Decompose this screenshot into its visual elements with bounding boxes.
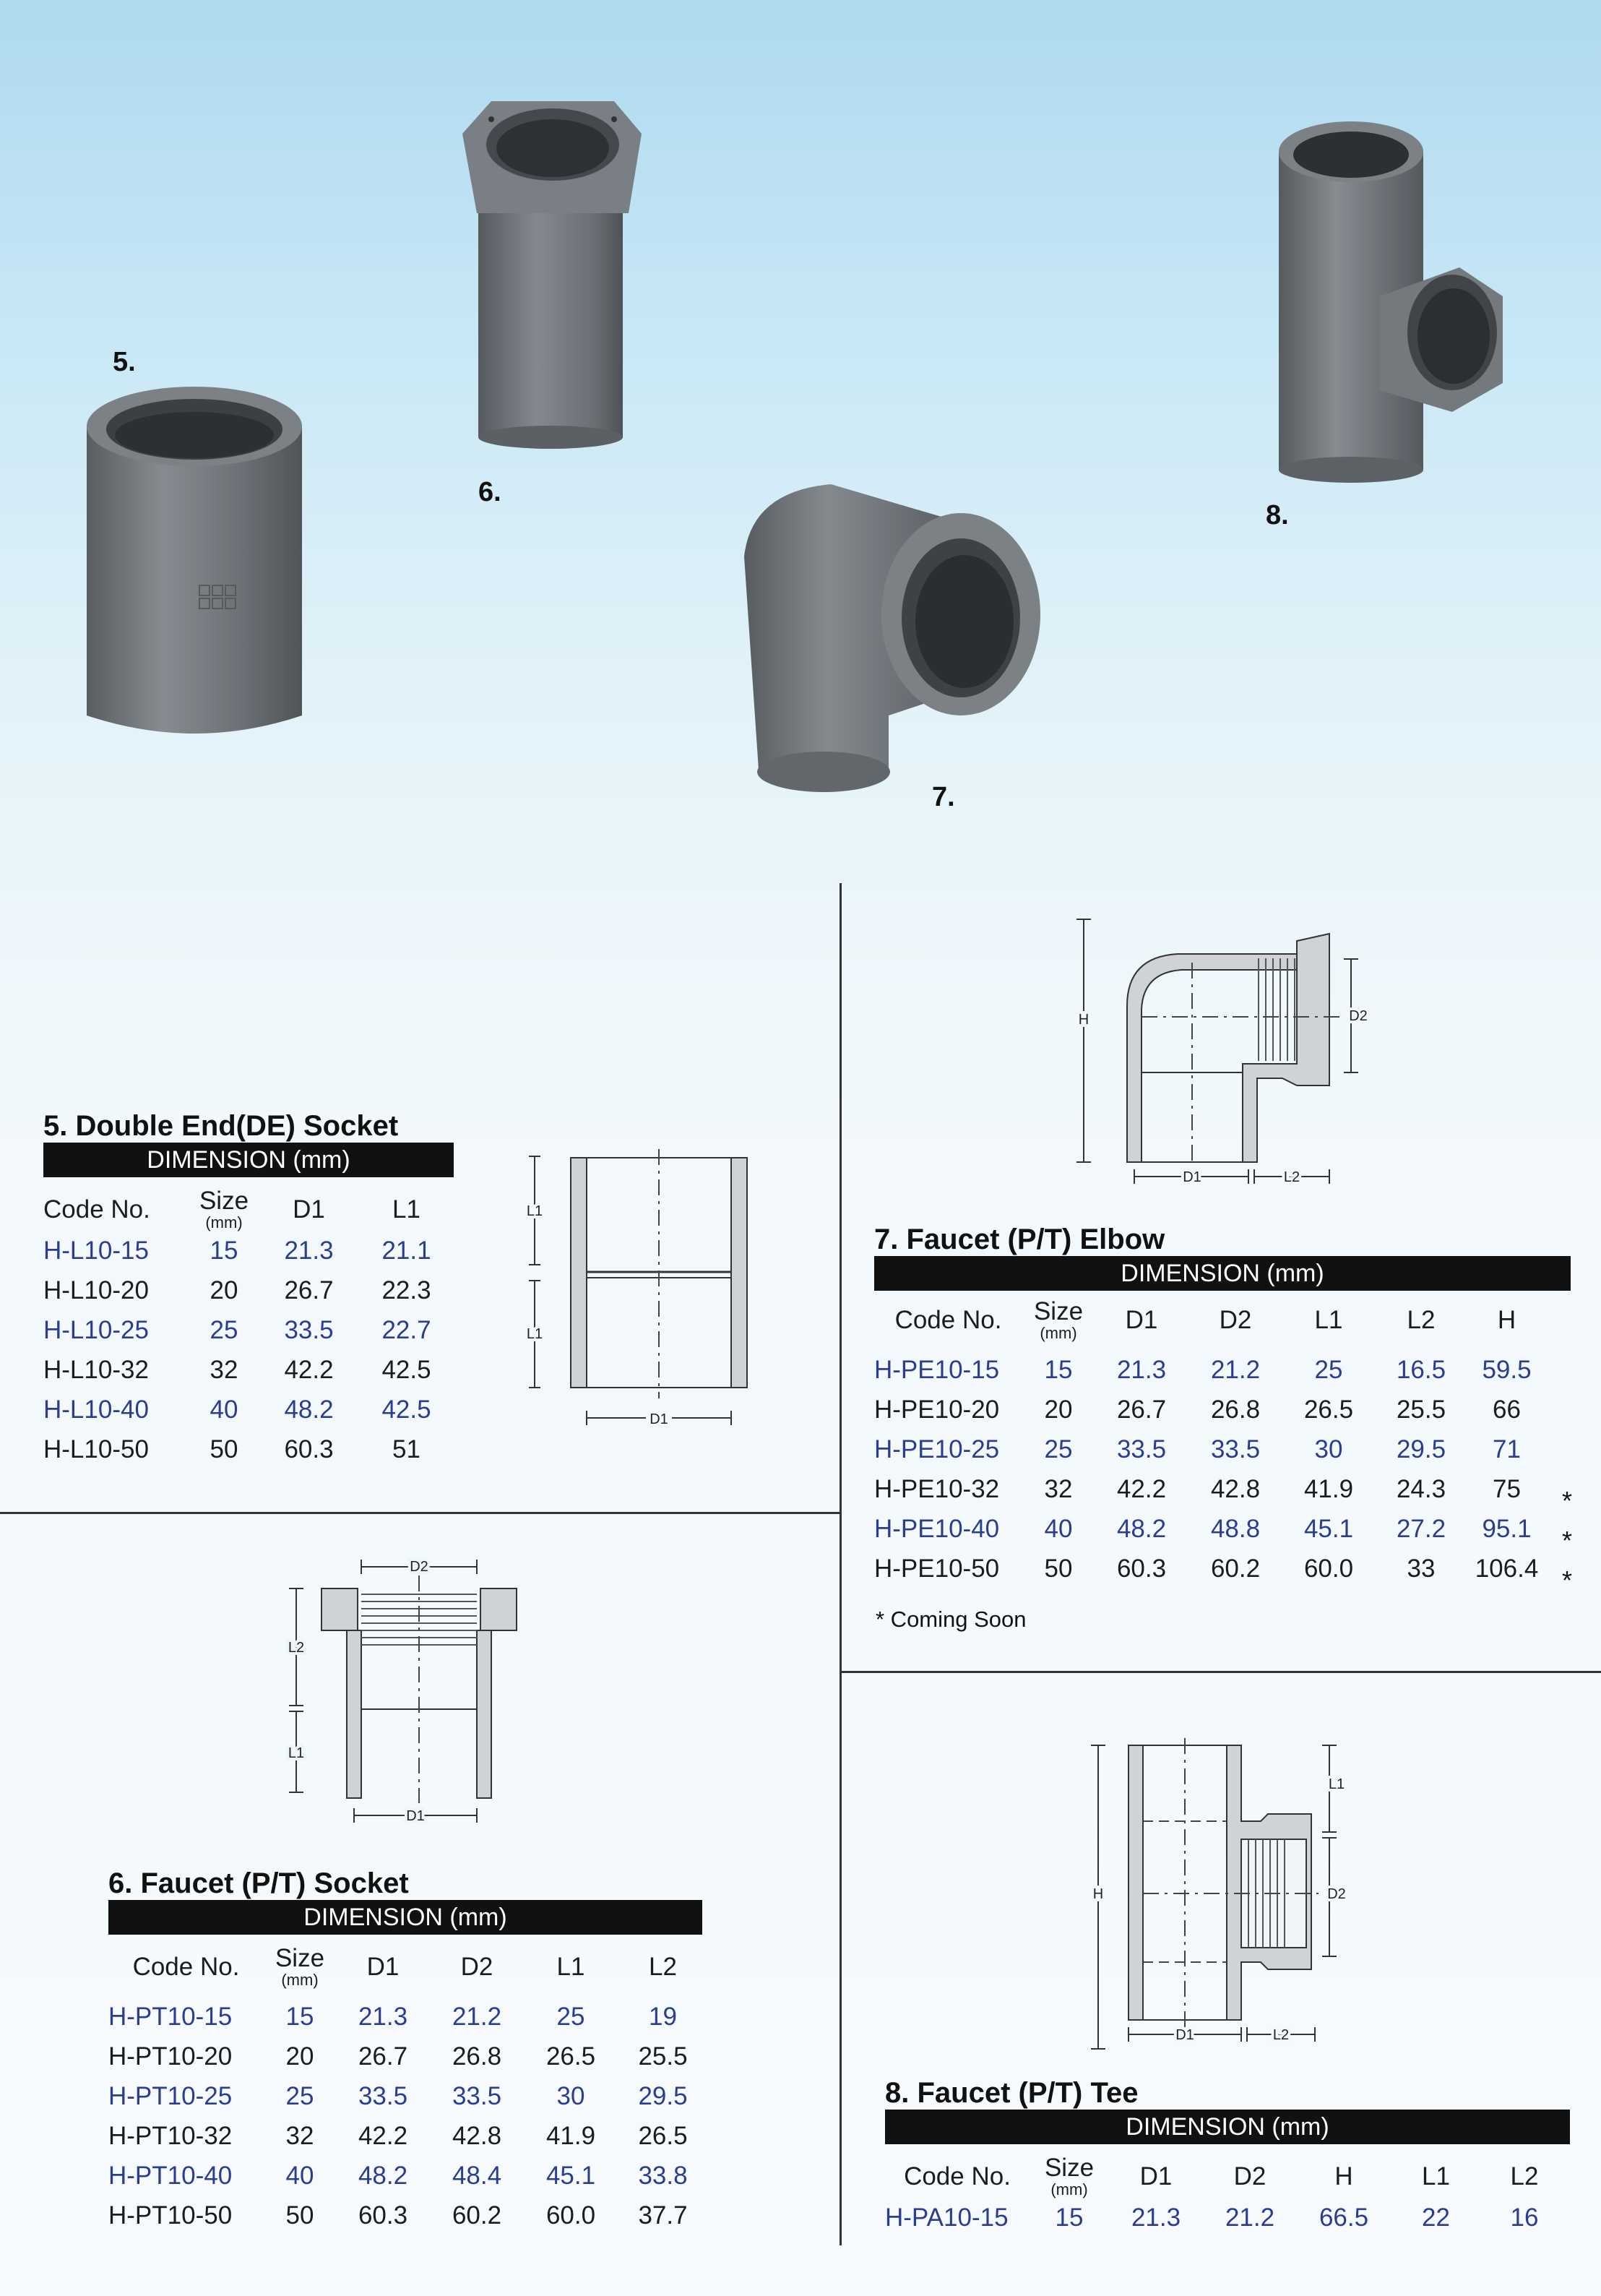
table-row — [874, 1469, 1546, 1509]
cell-size: 50 — [210, 1435, 238, 1463]
product-7-title: 7. Faucet (P/T) Elbow — [874, 1224, 1165, 1255]
cell-size: 15 — [1055, 2203, 1084, 2232]
cell-l1: 41.9 — [1303, 1474, 1354, 1503]
table-row — [43, 1231, 455, 1270]
product-6-spec — [108, 1867, 708, 2235]
cell-l1: 26.5 — [1303, 1395, 1354, 1424]
photo-label-7: 7. — [932, 782, 955, 812]
cell-code: H-PT10-15 — [108, 2002, 233, 2031]
product-7-dimension-header: DIMENSION (mm) — [874, 1256, 1571, 1291]
table-row — [108, 2196, 708, 2235]
table-row — [874, 1390, 1546, 1429]
table-row — [108, 2076, 708, 2116]
diagram6-d2: D2 — [410, 1559, 428, 1575]
cell-size: 50 — [1044, 1554, 1073, 1583]
table-row — [43, 1350, 455, 1390]
table-row — [885, 2198, 1568, 2237]
product-6-photo — [448, 90, 657, 452]
table-row — [874, 1429, 1546, 1469]
cell-d1: 26.7 — [1116, 1395, 1167, 1424]
cell-l1: 42.5 — [381, 1355, 431, 1384]
cell-h: 66.5 — [1319, 2203, 1369, 2232]
product-7-diagram — [1062, 912, 1380, 1194]
cell-l1: 22.3 — [381, 1276, 431, 1304]
diagram5-d1: D1 — [650, 1411, 668, 1427]
diagram7-l2: L2 — [1283, 1169, 1300, 1185]
cell-d1: 21.3 — [1116, 1355, 1167, 1384]
cell-l2: 25.5 — [1396, 1395, 1446, 1424]
product-5-photo — [72, 376, 318, 766]
header-l1: L1 — [1422, 2162, 1450, 2190]
cell-d1: 21.3 — [284, 1236, 334, 1265]
cell-code: H-PE10-25 — [874, 1435, 1000, 1463]
diagram7-h: H — [1078, 1012, 1089, 1028]
photo-label-6: 6. — [478, 477, 501, 507]
product-7-photo — [722, 477, 1048, 795]
divider-left-horizontal — [0, 1512, 840, 1514]
table-spacer — [108, 1988, 708, 1997]
cell-d2: 48.4 — [452, 2161, 502, 2190]
cell-size: 25 — [210, 1315, 238, 1344]
cell-size: 32 — [1044, 1474, 1073, 1503]
cell-l1: 42.5 — [381, 1395, 431, 1424]
cell-l1: 51 — [392, 1435, 420, 1463]
table-row — [874, 1549, 1546, 1588]
header-d1: D1 — [293, 1195, 325, 1224]
cell-d2: 42.8 — [452, 2121, 502, 2150]
cell-code: H-PE10-20 — [874, 1395, 1000, 1424]
diagram8-l1: L1 — [1328, 1776, 1345, 1792]
photo-label-8: 8. — [1266, 500, 1289, 530]
cell-d1: 42.2 — [358, 2121, 408, 2150]
cell-d2: 26.8 — [452, 2042, 502, 2071]
cell-l2: 26.5 — [638, 2121, 688, 2150]
header-code: Code No. — [132, 1953, 240, 1981]
product-5-spec — [43, 1109, 455, 1469]
cell-code: H-PT10-20 — [108, 2042, 233, 2071]
cell-code: H-L10-32 — [43, 1355, 149, 1384]
product-7-spec — [874, 1223, 1575, 1588]
table-header-row — [43, 1187, 455, 1231]
cell-d2: 60.2 — [1210, 1554, 1261, 1583]
cell-code: H-L10-15 — [43, 1236, 149, 1265]
cell-d1: 21.3 — [358, 2002, 408, 2031]
cell-d1: 33.5 — [284, 1315, 334, 1344]
header-l1: L1 — [1314, 1306, 1343, 1334]
header-size-label: Size — [275, 1944, 325, 1972]
table-row — [108, 2037, 708, 2076]
cell-size: 40 — [1044, 1514, 1073, 1543]
cell-code: H-PT10-32 — [108, 2121, 233, 2150]
header-size-label: Size — [1033, 1297, 1084, 1325]
product-5-table — [43, 1187, 455, 1469]
header-size-unit: (mm) — [1040, 1324, 1077, 1342]
cell-l1: 25 — [556, 2002, 585, 2031]
cell-l1: 60.0 — [1303, 1554, 1354, 1583]
cell-d1: 48.2 — [284, 1395, 334, 1424]
product-8-table — [885, 2154, 1568, 2237]
header-size — [188, 1187, 260, 1231]
header-size-unit: (mm) — [1050, 2180, 1088, 2198]
table-row — [43, 1310, 455, 1350]
header-l2: L2 — [1407, 1306, 1436, 1334]
cell-l1: 22.7 — [381, 1315, 431, 1344]
diagram6-l2: L2 — [288, 1640, 305, 1656]
divider-right-horizontal — [840, 1671, 1601, 1673]
cell-h: 75 — [1493, 1474, 1521, 1503]
cell-code: H-PE10-50 — [874, 1554, 1000, 1583]
cell-d2: 48.8 — [1210, 1514, 1261, 1543]
cell-code: H-L10-50 — [43, 1435, 149, 1463]
cell-d1: 33.5 — [1116, 1435, 1167, 1463]
cell-d1: 26.7 — [284, 1276, 334, 1304]
cell-d2: 21.2 — [1225, 2203, 1275, 2232]
cell-l1: 45.1 — [1303, 1514, 1354, 1543]
cell-code: H-PT10-50 — [108, 2201, 233, 2230]
header-h: H — [1334, 2162, 1353, 2190]
header-size-unit: (mm) — [281, 1971, 319, 1989]
header-d1: D1 — [1125, 1306, 1158, 1334]
product-8-photo — [1272, 116, 1510, 491]
table-header-row — [885, 2154, 1568, 2198]
table-header-row — [874, 1298, 1546, 1341]
product-6-title: 6. Faucet (P/T) Socket — [108, 1867, 409, 1899]
cell-size: 25 — [1044, 1435, 1073, 1463]
cell-code: H-PE10-32 — [874, 1474, 1000, 1503]
cell-h: 66 — [1493, 1395, 1521, 1424]
cell-size: 15 — [210, 1236, 238, 1265]
cell-code: H-PT10-25 — [108, 2081, 233, 2110]
product-6-dimension-header: DIMENSION (mm) — [108, 1900, 702, 1935]
product-6-diagram — [282, 1554, 542, 1836]
cell-l2: 33.8 — [638, 2161, 688, 2190]
cell-l1: 30 — [556, 2081, 585, 2110]
diagram5-l1-top: L1 — [526, 1203, 543, 1219]
diagram8-l2: L2 — [1272, 2027, 1290, 2043]
header-l2: L2 — [1510, 2162, 1539, 2190]
diagram8-d2: D2 — [1327, 1886, 1346, 1902]
header-code: Code No. — [43, 1195, 150, 1224]
header-code: Code No. — [894, 1306, 1002, 1334]
cell-d1: 33.5 — [358, 2081, 408, 2110]
cell-code: H-PA10-15 — [885, 2203, 1009, 2232]
cell-code: H-PT10-40 — [108, 2161, 233, 2190]
table-row — [108, 1997, 708, 2037]
cell-l2: 37.7 — [638, 2201, 688, 2230]
cell-size: 40 — [210, 1395, 238, 1424]
cell-l1: 25 — [1314, 1355, 1343, 1384]
coming-soon-mark: * — [1562, 1486, 1573, 1515]
header-size — [1030, 2154, 1109, 2198]
coming-soon-mark: * — [1562, 1565, 1573, 1595]
diagram8-h: H — [1092, 1886, 1104, 1902]
cell-d1: 48.2 — [358, 2161, 408, 2190]
cell-size: 20 — [1044, 1395, 1073, 1424]
coming-soon-mark: * — [1562, 1526, 1573, 1555]
cell-l2: 29.5 — [1396, 1435, 1446, 1463]
cell-size: 15 — [285, 2002, 314, 2031]
divider-vertical — [840, 883, 842, 2245]
table-row — [108, 2116, 708, 2156]
table-row — [43, 1270, 455, 1310]
cell-d2: 26.8 — [1210, 1395, 1261, 1424]
cell-d1: 26.7 — [358, 2042, 408, 2071]
cell-d2: 21.2 — [1210, 1355, 1261, 1384]
cell-h: 106.4 — [1475, 1554, 1539, 1583]
diagram7-d2: D2 — [1349, 1008, 1368, 1024]
header-size-unit: (mm) — [205, 1213, 243, 1231]
header-d2: D2 — [1219, 1306, 1252, 1334]
cell-code: H-L10-40 — [43, 1395, 149, 1424]
cell-size: 20 — [210, 1276, 238, 1304]
cell-l1: 45.1 — [545, 2161, 596, 2190]
cell-d1: 60.3 — [1116, 1554, 1167, 1583]
cell-l2: 29.5 — [638, 2081, 688, 2110]
product-5-dimension-header: DIMENSION (mm) — [43, 1143, 454, 1177]
cell-l2: 16.5 — [1396, 1355, 1446, 1384]
header-code: Code No. — [904, 2162, 1011, 2190]
diagram5-l1-bottom: L1 — [526, 1326, 543, 1342]
header-d1: D1 — [366, 1953, 400, 1981]
cell-size: 15 — [1044, 1355, 1073, 1384]
product-8-dimension-header: DIMENSION (mm) — [885, 2110, 1570, 2144]
diagram7-d1: D1 — [1183, 1169, 1201, 1185]
table-row — [43, 1390, 455, 1429]
cell-l1: 26.5 — [545, 2042, 596, 2071]
header-d2: D2 — [1233, 2162, 1266, 2190]
product-8-diagram — [1076, 1731, 1365, 2056]
header-size — [1022, 1298, 1095, 1341]
header-h: H — [1497, 1306, 1516, 1334]
diagram6-l1: L1 — [288, 1745, 305, 1761]
coming-soon-note: * Coming Soon — [876, 1607, 1027, 1632]
table-spacer — [874, 1341, 1546, 1350]
cell-l1: 30 — [1314, 1435, 1343, 1463]
cell-d1: 60.3 — [358, 2201, 408, 2230]
photo-label-5: 5. — [113, 347, 136, 377]
cell-size: 50 — [285, 2201, 314, 2230]
cell-l1: 22 — [1422, 2203, 1450, 2232]
product-7-table — [874, 1298, 1546, 1588]
cell-h: 95.1 — [1482, 1514, 1532, 1543]
cell-code: H-PE10-15 — [874, 1355, 1000, 1384]
diagram6-d1: D1 — [406, 1808, 425, 1824]
cell-l2: 25.5 — [638, 2042, 688, 2071]
table-row — [874, 1350, 1546, 1390]
table-row — [874, 1509, 1546, 1549]
cell-l2: 24.3 — [1396, 1474, 1446, 1503]
cell-l1: 60.0 — [545, 2201, 596, 2230]
cell-d2: 42.8 — [1210, 1474, 1261, 1503]
header-size-label: Size — [1044, 2154, 1095, 2182]
cell-d2: 33.5 — [1210, 1435, 1261, 1463]
cell-size: 32 — [210, 1355, 238, 1384]
product-6-table — [108, 1945, 708, 2235]
product-8-spec — [885, 2076, 1571, 2237]
header-l2: L2 — [649, 1953, 677, 1981]
cell-h: 71 — [1493, 1435, 1521, 1463]
cell-l2: 19 — [649, 2002, 677, 2031]
table-row — [43, 1429, 455, 1469]
cell-size: 25 — [285, 2081, 314, 2110]
cell-d1: 42.2 — [1116, 1474, 1167, 1503]
table-row — [108, 2156, 708, 2196]
cell-size: 32 — [285, 2121, 314, 2150]
cell-l1: 21.1 — [381, 1236, 431, 1265]
cell-d1: 21.3 — [1131, 2203, 1181, 2232]
cell-d1: 48.2 — [1116, 1514, 1167, 1543]
cell-d2: 21.2 — [452, 2002, 502, 2031]
cell-d2: 60.2 — [452, 2201, 502, 2230]
cell-size: 20 — [285, 2042, 314, 2071]
cell-l2: 16 — [1510, 2203, 1539, 2232]
product-5-title: 5. Double End(DE) Socket — [43, 1110, 399, 1142]
cell-d1: 42.2 — [284, 1355, 334, 1384]
cell-code: H-L10-25 — [43, 1315, 149, 1344]
product-8-title: 8. Faucet (P/T) Tee — [885, 2077, 1139, 2109]
cell-size: 40 — [285, 2161, 314, 2190]
header-l1: L1 — [556, 1953, 585, 1981]
cell-h: 59.5 — [1482, 1355, 1532, 1384]
header-size-label: Size — [199, 1187, 249, 1215]
header-l1: L1 — [392, 1195, 420, 1224]
table-header-row — [108, 1945, 708, 1988]
cell-l1: 41.9 — [545, 2121, 596, 2150]
header-d1: D1 — [1139, 2162, 1173, 2190]
product-5-diagram — [506, 1149, 766, 1431]
header-size — [264, 1945, 336, 1988]
cell-l2: 27.2 — [1396, 1514, 1446, 1543]
diagram8-d1: D1 — [1175, 2027, 1194, 2043]
cell-d1: 60.3 — [284, 1435, 334, 1463]
cell-d2: 33.5 — [452, 2081, 502, 2110]
cell-code: H-L10-20 — [43, 1276, 149, 1304]
cell-code: H-PE10-40 — [874, 1514, 1000, 1543]
cell-l2: 33 — [1407, 1554, 1436, 1583]
header-d2: D2 — [460, 1953, 493, 1981]
